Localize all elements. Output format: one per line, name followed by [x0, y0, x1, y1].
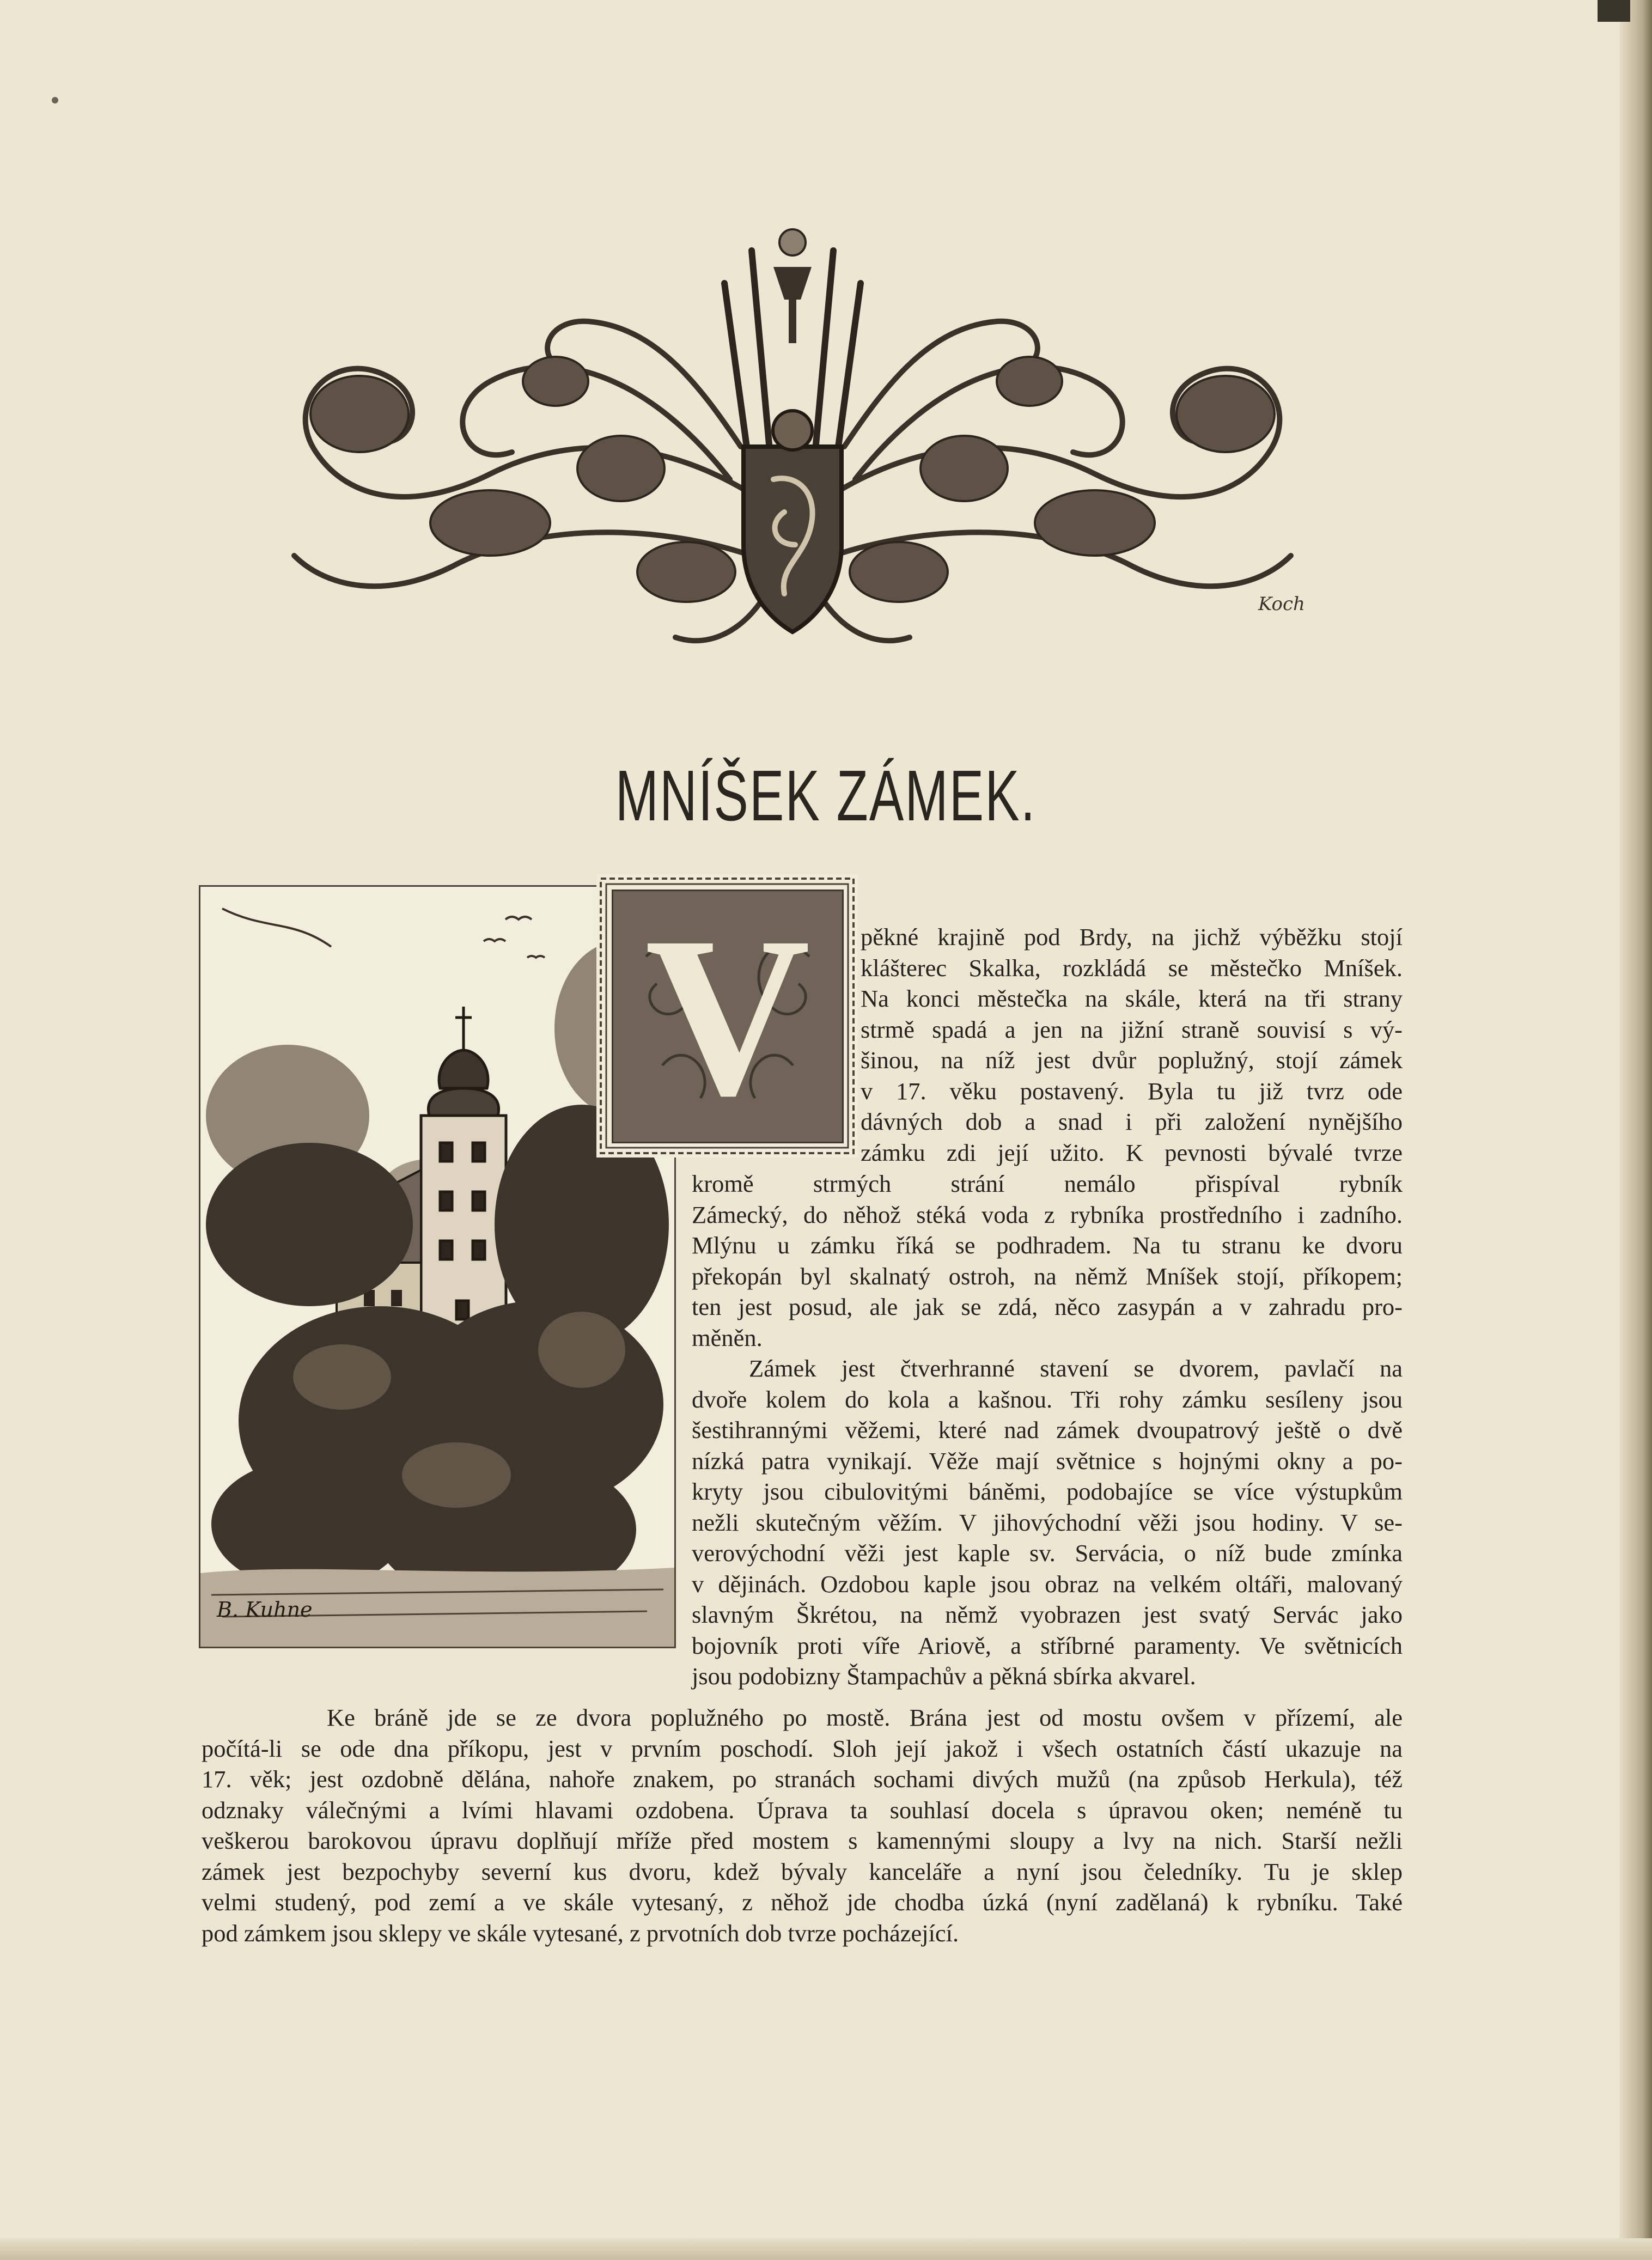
text-line-inner: kromě strmých strání nemálo přispíval rybník [692, 1170, 1403, 1197]
text-line: 17. věk; jest ozdobně dělána, nahoře znakem, po stranách sochami divých mužů (na způsob Herkula), též [202, 1765, 1403, 1793]
text-line: Mlýnu u zámku říká se podhradem. Na tu stranu ke dvoru [692, 1232, 1403, 1259]
paragraph-3 [202, 1702, 1403, 1948]
text-line: velmi studený, pod zemí a ve skále vytesaný, z něhož jde chodba úzká (nyní zadělaná) k rybníku. Také [202, 1889, 1403, 1916]
initial-frame [612, 890, 844, 1143]
text-line: dávných dob a snad i při založení nynějšího [861, 1108, 1403, 1135]
ornamental-headpiece [207, 218, 1378, 697]
ornament-signature: Koch [1258, 593, 1305, 615]
page-title: MNÍŠEK ZÁMEK. [615, 756, 1037, 836]
text-line: dvoře kolem do kola a kašnou. Tři rohy zámku sesíleny jsou [692, 1385, 1403, 1413]
text-line: slavným Škrétou, na němž vyobrazen jest svatý Servác jako [692, 1601, 1403, 1628]
text-line: počítá-li se ode dna příkopu, jest v prvním poschodí. Sloh její jakož i všech ostatních částí ukazuje na [202, 1734, 1403, 1762]
page-bottom-edge [0, 2238, 1652, 2260]
text-line: jsou podobizny Štampachův a pěkná sbírka akvarel. [692, 1662, 1196, 1690]
page-edge-shadow [1619, 0, 1652, 2260]
text-line: v dějinách. Ozdobou kaple jsou obraz na velkém oltáři, malovaný [692, 1570, 1403, 1598]
text-line: zámek jest bezpochyby severní kus dvoru, kdež bývaly kanceláře a nyní jsou čeledníky. Tu je sklep [202, 1857, 1403, 1885]
initial-letter-v: V [645, 890, 810, 1143]
scan-corner-mark [1598, 0, 1630, 22]
text-line: strmě spadá a jen na jižní straně souvisí s vý- [861, 1015, 1403, 1043]
paper-speck [52, 97, 58, 103]
text-line: nežli skutečným věžím. V jihovýchodní věži jsou hodiny. V se- [692, 1508, 1403, 1536]
text-line: nízká patra vynikají. Věže mají světnice s hojnými okny a po- [692, 1447, 1403, 1475]
text-line: klášterec Skalka, rozkládá se městečko Mníšek. [861, 954, 1403, 982]
text-line: zámku zdi její užito. K pevnosti bývalé tvrze [861, 1138, 1403, 1166]
text-line: odznaky válečnými a lvími hlavami ozdobena. Úprava ta souhlasí docela s úpravou oken; neméně tu [202, 1796, 1403, 1824]
text-line: veškerou barokovou úpravu doplňují mříže před mostem s kamennými sloupy a lvy na nich. Starší nežli [202, 1827, 1403, 1854]
paragraph-1-continued [692, 1168, 1403, 1692]
text-line: měněn. [692, 1324, 763, 1351]
text-line: v 17. věku postavený. Byla tu již tvrz ode [861, 1077, 1403, 1105]
text-line: Zámecký, do něhož stéká voda z rybníka prostředního i zadního. [692, 1201, 1403, 1228]
text-line: bojovník proti víře Ariově, a stříbrné paramenty. Ve světnicích [692, 1631, 1403, 1659]
text-line: Zámek jest čtverhranné stavení se dvorem, pavlačí na [749, 1355, 1403, 1382]
text-line: ten jest posud, ale jak se zdá, něco zasypán a v zahradu pro- [692, 1293, 1403, 1320]
text-line [692, 1168, 1403, 1199]
decorated-initial [596, 874, 858, 1158]
paragraph-1-column [861, 922, 1403, 1168]
text-line: šinou, na níž jest dvůr poplužný, stojí zámek [861, 1046, 1403, 1074]
text-line: Na konci městečka na skále, která na tři strany [861, 985, 1403, 1012]
text-line: kryty jsou cibulovitými báněmi, podobajíce se více výstupkům [692, 1478, 1403, 1505]
illustration-signature: B. Kuhne [217, 1598, 313, 1622]
text-line: Ke bráně jde se ze dvora poplužného po mostě. Brána jest od mostu ovšem v přízemí, ale [327, 1704, 1403, 1731]
text-line: šestihrannými věžemi, které nad zámek dvoupatrový ještě o dvě [692, 1416, 1403, 1443]
text-line: verovýchodní věži jest kaple sv. Servácia, o níž bude zmínka [692, 1539, 1403, 1567]
text-line: pěkné krajině pod Brdy, na jichž výběžku stojí [861, 923, 1403, 951]
text-line: překopán byl skalnatý ostroh, na němž Mníšek stojí, příkopem; [692, 1262, 1403, 1290]
text-line: pod zámkem jsou sklepy ve skále vytesané, z prvotních dob tvrze pocházející. [202, 1919, 959, 1947]
